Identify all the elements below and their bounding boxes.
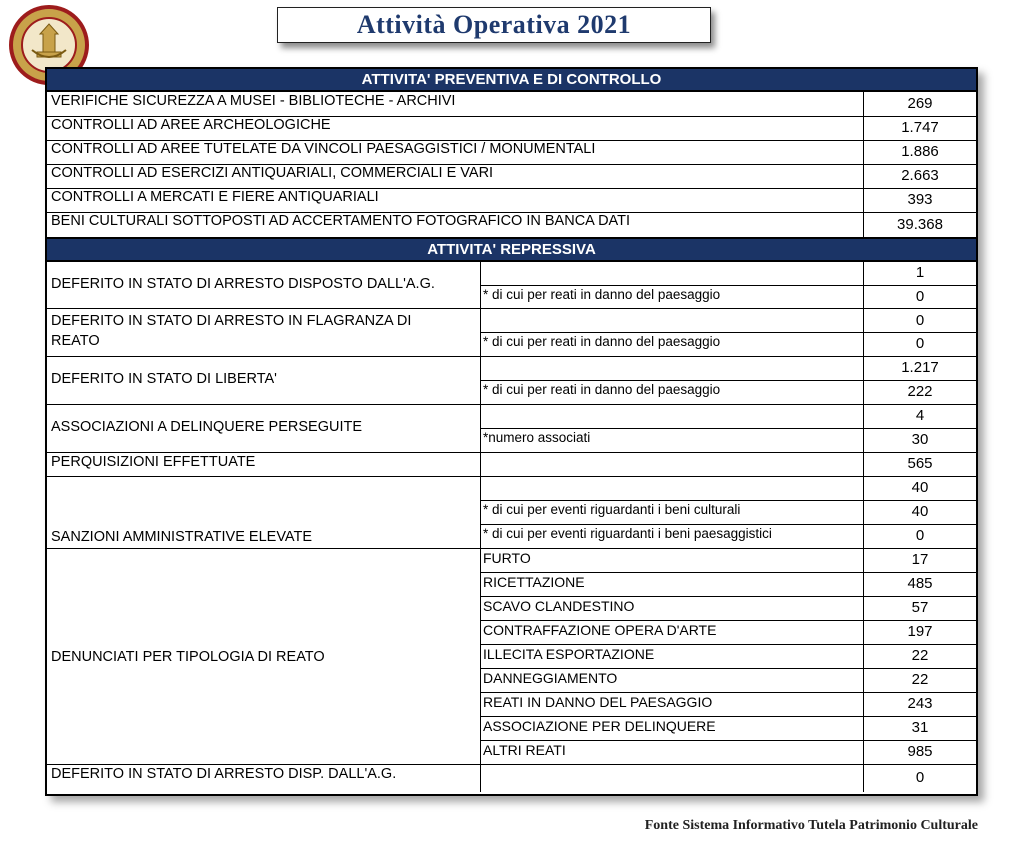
repressive-group-label: ASSOCIAZIONI A DELINQUERE PERSEGUITE [51, 419, 363, 435]
crime-type-label: FURTO [483, 550, 531, 566]
preventive-row-value: 39.368 [897, 216, 943, 233]
preventive-row-value: 1.886 [901, 143, 939, 160]
repressive-group-label: DEFERITO IN STATO DI ARRESTO DISP. DALL'A.G. [51, 766, 397, 782]
repressive-group-label: DEFERITO IN STATO DI ARRESTO IN FLAGRANZA DI REATO [51, 313, 412, 349]
repressive-value: 0 [915, 335, 925, 352]
repressive-sub-label: * di cui per eventi riguardanti i beni paesaggistici [483, 526, 772, 541]
repressive-sub-label: *numero associati [483, 430, 591, 445]
repressive-sub-label: * di cui per eventi riguardanti i beni culturali [483, 502, 741, 517]
crime-type-value: 985 [907, 743, 933, 760]
crime-type-value: 17 [911, 551, 929, 568]
crime-type-label: ILLECITA ESPORTAZIONE [483, 646, 655, 662]
repressive-value: 1.217 [901, 359, 939, 376]
repressive-value: 0 [915, 288, 925, 305]
source-note: Fonte Sistema Informativo Tutela Patrimonio Culturale [644, 818, 978, 833]
repressive-value: 0 [915, 769, 925, 786]
repressive-group-label: DENUNCIATI PER TIPOLOGIA DI REATO [51, 649, 325, 665]
preventive-section-heading: ATTIVITA' PREVENTIVA E DI CONTROLLO [47, 69, 976, 92]
repressive-value: 4 [915, 407, 925, 424]
repressive-value: 30 [911, 431, 929, 448]
repressive-value: 0 [915, 527, 925, 544]
repressive-value: 0 [915, 312, 925, 329]
repressive-group-label: SANZIONI AMMINISTRATIVE ELEVATE [51, 529, 313, 545]
preventive-row-label: CONTROLLI A MERCATI E FIERE ANTIQUARIALI [51, 189, 379, 205]
repressive-value: 40 [911, 479, 929, 496]
repressive-group-label: DEFERITO IN STATO DI LIBERTA' [51, 371, 277, 387]
crime-type-value: 31 [911, 719, 929, 736]
crime-type-label: ALTRI REATI [483, 742, 566, 758]
crime-type-value: 197 [907, 623, 933, 640]
crime-type-value: 57 [911, 599, 929, 616]
preventive-row-label: CONTROLLI AD AREE ARCHEOLOGICHE [51, 117, 331, 133]
repressive-group-label: DEFERITO IN STATO DI ARRESTO DISPOSTO DALL'A.G. [51, 276, 435, 292]
preventive-row-value: 1.747 [901, 119, 939, 136]
preventive-row-label: CONTROLLI AD ESERCIZI ANTIQUARIALI, COMMERCIALI E VARI [51, 165, 494, 181]
crime-type-value: 22 [911, 647, 929, 664]
crime-type-label: CONTRAFFAZIONE OPERA D'ARTE [483, 622, 717, 638]
repressive-section-heading: ATTIVITA' REPRESSIVA [47, 237, 976, 262]
repressive-value: 222 [907, 383, 933, 400]
crime-type-label: ASSOCIAZIONE PER DELINQUERE [483, 718, 716, 734]
preventive-row-label: CONTROLLI AD AREE TUTELATE DA VINCOLI PAESAGGISTICI / MONUMENTALI [51, 141, 596, 157]
preventive-row-value: 393 [907, 191, 933, 208]
preventive-row-label: BENI CULTURALI SOTTOPOSTI AD ACCERTAMENTO FOTOGRAFICO IN BANCA DATI [51, 213, 631, 229]
crime-type-label: RICETTAZIONE [483, 574, 585, 590]
preventive-row-value: 2.663 [901, 167, 939, 184]
crime-type-value: 22 [911, 671, 929, 688]
crime-type-label: DANNEGGIAMENTO [483, 670, 618, 686]
crime-type-label: REATI IN DANNO DEL PAESAGGIO [483, 694, 713, 710]
crime-type-label: SCAVO CLANDESTINO [483, 598, 635, 614]
repressive-value: 40 [911, 503, 929, 520]
title-box [277, 7, 711, 43]
preventive-row-value: 269 [907, 95, 933, 112]
page-title: Attività Operativa 2021 [356, 10, 632, 39]
repressive-sub-label: * di cui per reati in danno del paesaggio [483, 287, 721, 302]
repressive-group-label: PERQUISIZIONI EFFETTUATE [51, 454, 256, 470]
preventive-row-label: VERIFICHE SICUREZZA A MUSEI - BIBLIOTECHE - ARCHIVI [51, 93, 456, 109]
repressive-value: 565 [907, 455, 933, 472]
repressive-sub-label: * di cui per reati in danno del paesaggio [483, 334, 721, 349]
statistics-table [45, 67, 978, 796]
crime-type-value: 485 [907, 575, 933, 592]
crime-type-value: 243 [907, 695, 933, 712]
repressive-value: 1 [915, 264, 925, 281]
repressive-sub-label: * di cui per reati in danno del paesaggio [483, 382, 721, 397]
